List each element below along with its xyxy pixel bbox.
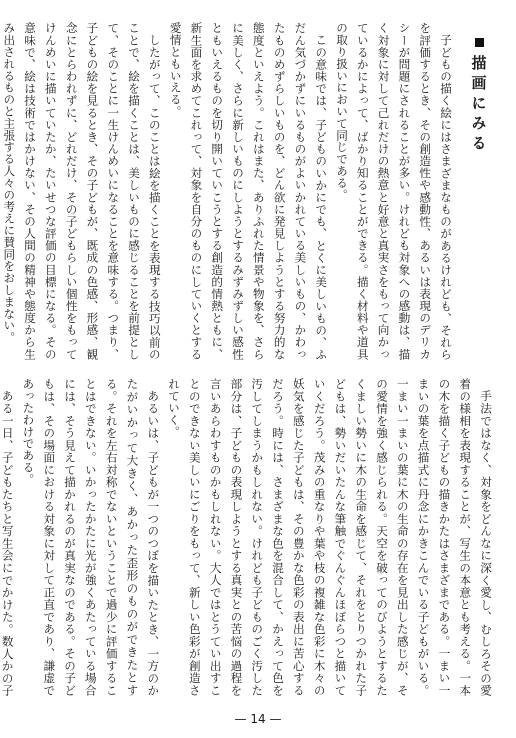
paragraph: したがって、このことは絵を描くことを表現する技巧以前のことで、絵を描くことは、美しいものに感じることを前提として、そのことに一生けんめいになることを意味する。つまり、子どもの絵を見るとき、その子どもが、既成の色感、形感、観念にとらわれずに、どれだけ、その子どもらしい個性をもってけんめいに描いていたか、たいせつな評価の目標になる。その意味で、絵は技術ではかけない、その人間の精神や態度から生み出されるものと主張する人々の考えに賛同をおしまない。 (2, 22, 162, 360)
section-heading-text: 描画にみる (469, 55, 488, 155)
paragraph: 子どもの描く絵にはさまざまなものがあるけれども、それらを評価するとき、その創造性や感動性、あるいは表現のデリカシーが問題にされることが多い。けれども対象への感動は、描く対象に対して己れだけの熱意と好意と真実さをもって向かっているかによって、ばかり知ることができる。描く材料や道具の取り扱いにおいて同じである。 (335, 22, 453, 360)
page-number: — 14 — (234, 712, 282, 726)
lower-text-block (0, 378, 496, 696)
paragraph: 手法ではなく、対象をどんなに深く愛し、むしろその愛着の様相を表現することが、写生の本意とも考える。一本の木を描く子どもの描きかたはさまざまである。一まい一まいの葉を点描式に丹念にかきこんでいる子どもがいる。一まい一まいの葉に木の生命の存在を見出した感じが、その愛情を強く感じられる。天空を破ってのびようとするたくましい勢いに木の生命を感じて、それをとりつかれた子どもは、勢いだいたんな筆触でぐんぐんほぼらつと描いていくだろう。茂みの重なりや葉や枝の複雑な色彩に木々の妖気を感じた子どもは、その豊かな色彩の表出に苦心するだろう。時には、さまざまな色を混合して、かえって色を汚してしまうかもしれない。けれども子どものごく汚した部分は、子どもの表現しようとする真実との苦悩の過程を言いあらわすものかもしれない。大人ではとうてい出すことのできない美しいにごりをもって、新しい色彩が創造されていく。 (167, 378, 493, 696)
paragraph: あるいは、子どもが一つのつぼを描いたとき、一方のかたがいかって大きく、あかった歪形のものができたとする。それを左右対称でないということで過少に評価することはできない。いかったかたに光が強くあたっている場合には、そう見えて描かれるのが真実なのである。その子どもは、その場面における対象に対して正直であり、謙虚であったわけである。 (21, 378, 161, 696)
square-bullet-icon (475, 38, 484, 47)
upper-text-block (2, 22, 456, 360)
section-heading (466, 38, 492, 168)
paragraph: ある一日、子どもたちと写生会にでかけた。数人かの子 (0, 389, 15, 696)
paragraph: この意味では、子どものいかにでも、とくに美しいもの、ふだん気づかずにいるものがよいかれている美しいもの、かわったものめずらしいものを、どん欲に発見しようとする努力的な態度といえよう。これはまた、ありふれた情景や物象を、さらに美しく、さらに新しいものにしようとするみずみずしい感性ともいえるものを切り開いていこうとする創造的情熱ともに、新生面を求めてこれって、対象を自分のものにしていくとする愛情ともいえる。 (168, 22, 329, 360)
